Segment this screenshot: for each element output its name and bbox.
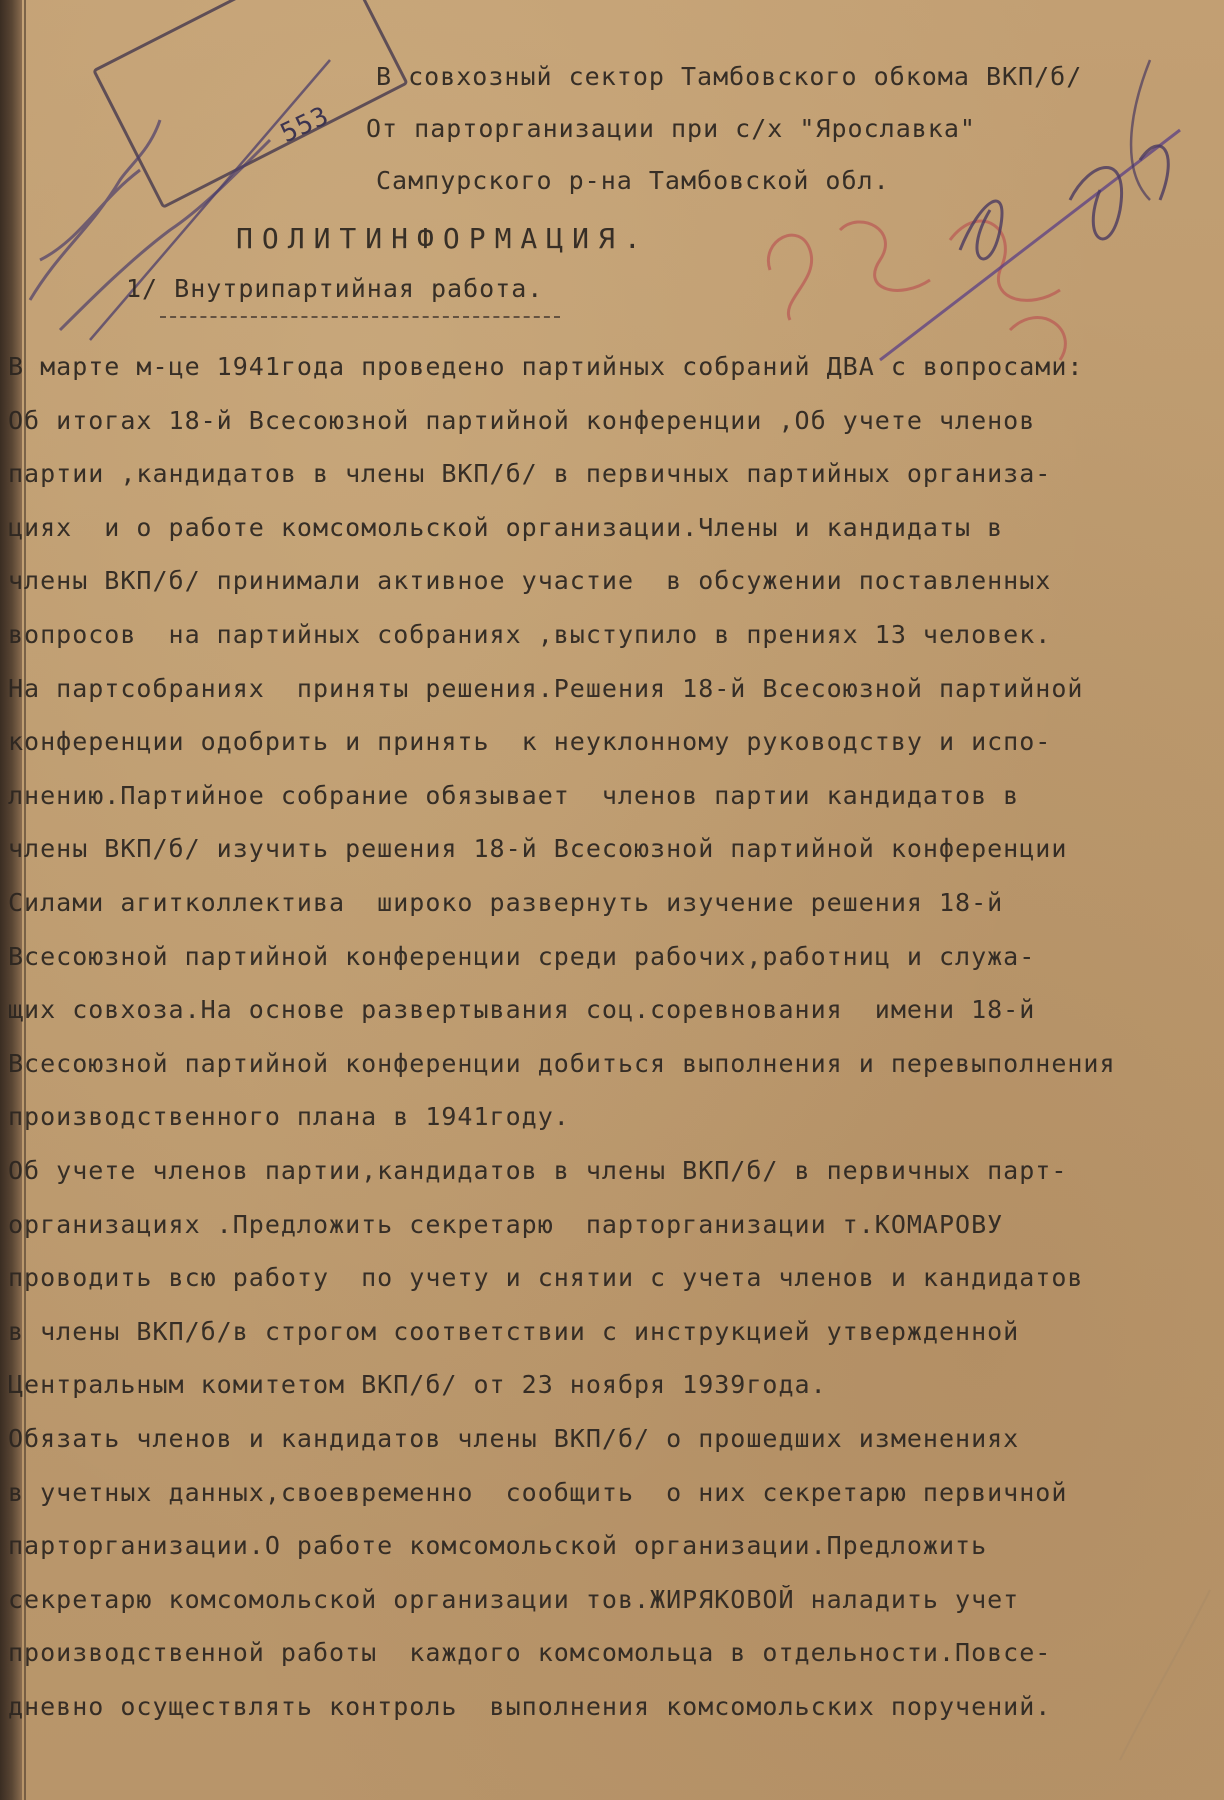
- body-line: члены ВКП/б/ изучить решения 18-й Всесоюзной партийной конференции: [8, 834, 1068, 864]
- section-underline: [160, 316, 560, 318]
- body-line: Обязать членов и кандидатов члены ВКП/б/ о прошедших изменениях: [8, 1424, 1020, 1453]
- body-line: дневно осуществлять контроль выполнения комсомольских поручений.: [8, 1692, 1052, 1721]
- body-line: Всесоюзной партийной конференции добиться выполнения и перевыполнения: [8, 1048, 1116, 1078]
- body-line: парторганизации.О работе комсомольской организации.Предложить: [8, 1531, 988, 1561]
- body-line: секретарю комсомольской организации тов.ЖИРЯКОВОЙ наладить учет: [8, 1584, 1020, 1614]
- body-line: лнению.Партийное собрание обязывает членов партии кандидатов в: [8, 780, 1020, 810]
- body-line: щих совхоза.На основе развертывания соц.соревнования имени 18-й: [8, 995, 1036, 1025]
- body-line: циях и о работе комсомольской организации.Члены и кандидаты в: [8, 512, 1004, 542]
- body-line: конференции одобрить и принять к неуклонному руководству и испо-: [8, 727, 1052, 757]
- body-line: производственного плана в 1941году.: [8, 1102, 570, 1132]
- body-line: Об итогах 18-й Всесоюзной партийной конференции ,Об учете членов: [8, 405, 1036, 435]
- body-line: члены ВКП/б/ принимали активное участие в обсужении поставленных: [8, 566, 1052, 596]
- body-line: вопросов на партийных собраниях ,выступило в прениях 13 человек.: [8, 620, 1052, 649]
- document-title: ПОЛИТИНФОРМАЦИЯ.: [236, 222, 650, 255]
- header-district: Сампурского р-на Тамбовской обл.: [376, 166, 890, 195]
- body-line: Центральным комитетом ВКП/б/ от 23 ноября 1939года.: [8, 1370, 827, 1400]
- stamp-number: 553: [276, 100, 334, 150]
- body-line: В марте м-це 1941года проведено партийных собраний ДВА с вопросами:: [8, 352, 1084, 381]
- body-line: проводить всю работу по учету и снятии с учета членов и кандидатов: [8, 1263, 1084, 1293]
- body-line: Всесоюзной партийной конференции среди рабочих,работниц и служа-: [8, 941, 1036, 971]
- body-line: Об учете членов партии,кандидатов в члены ВКП/б/ в первичных парт-: [8, 1156, 1068, 1185]
- body-line: партии ,кандидатов в члены ВКП/б/ в первичных партийных организа-: [8, 459, 1052, 489]
- body-line: в учетных данных,своевременно сообщить о них секретарю первичной: [8, 1477, 1068, 1507]
- body-line: Силами агитколлектива широко развернуть изучение решения 18-й: [8, 888, 1004, 917]
- body-line: производственной работы каждого комсомольца в отдельности.Повсе-: [8, 1638, 1052, 1668]
- body-line: На партсобраниях приняты решения.Решения 18-й Всесоюзной партийной: [8, 673, 1084, 703]
- header-addressee: В совхозный сектор Тамбовского обкома ВКП/б/: [376, 62, 1083, 91]
- body-line: организациях .Предложить секретарю парторганизации т.КОМАРОВУ: [8, 1209, 1004, 1239]
- section-heading: 1/ Внутрипартийная работа.: [126, 274, 544, 303]
- body-line: в члены ВКП/б/в строгом соответствии с инструкцией утвержденной: [8, 1316, 1020, 1346]
- header-sender: От парторганизации при с/х "Ярославка": [366, 114, 976, 143]
